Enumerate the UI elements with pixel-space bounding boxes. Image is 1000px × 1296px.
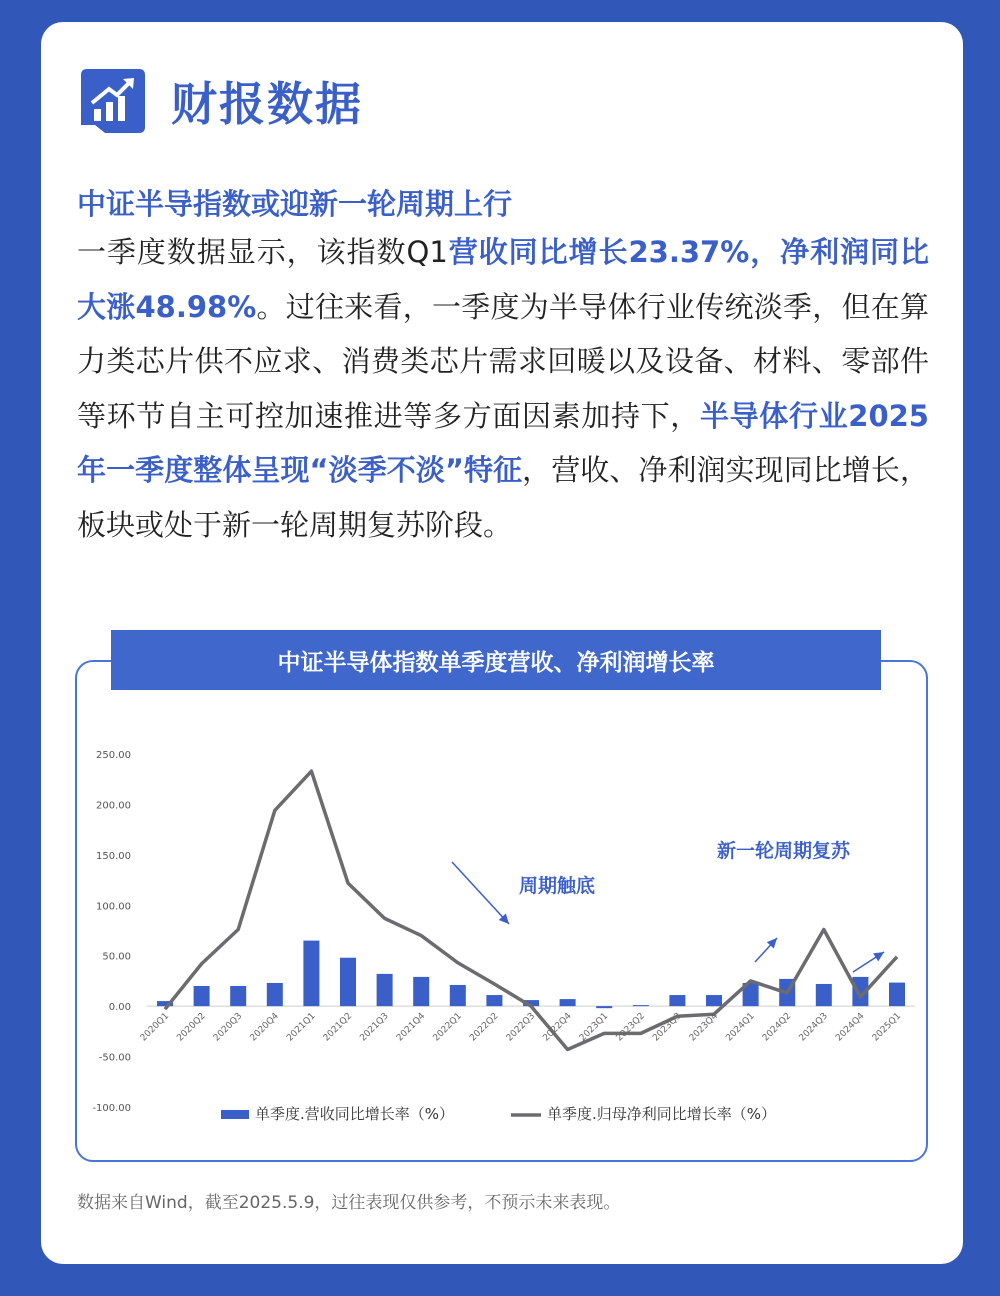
revenue-bar [267,983,283,1006]
revenue-bar [413,977,429,1006]
body-text-3: ，营收、净利润实现同比增长，板块或处于新一轮周期复苏阶段。 [77,453,929,542]
legend-profit-label: 单季度.归母净利同比增长率（%） [547,1105,777,1123]
x-tick-label: 2024Q3 [797,1011,830,1044]
x-tick-label: 2021Q1 [285,1011,318,1044]
x-tick-label: 2024Q1 [724,1011,757,1044]
revenue-bar [706,995,722,1006]
net-profit-line [165,771,897,1049]
revenue-bar [450,985,466,1006]
x-tick-label: 2021Q3 [358,1011,391,1044]
revenue-bar [230,986,246,1006]
section-subtitle: 中证半导指数或迎新一轮周期上行 [77,187,513,221]
x-tick-label: 2021Q2 [321,1011,355,1044]
x-tick-label: 2021Q4 [394,1011,428,1044]
chart-frame [75,660,928,1162]
x-tick-label: 2022Q2 [468,1011,501,1044]
annotation-new-cycle: 新一轮周期复苏 [717,840,851,862]
page-title: 财报数据 [171,77,363,131]
y-tick-label: -50.00 [98,1052,131,1064]
x-tick-label: 2020Q4 [248,1011,281,1044]
y-tick-label: -100.00 [92,1103,131,1114]
up-arrow-right-head [873,952,884,961]
x-tick-label: 2023Q2 [614,1011,647,1044]
x-tick-label: 2020Q2 [175,1011,208,1044]
revenue-bar [340,958,356,1006]
revenue-bar [596,1006,612,1008]
y-tick-label: 100.00 [96,901,131,913]
revenue-bar [303,941,319,1007]
legend-bar-swatch [221,1110,249,1119]
revenue-bar [669,995,685,1006]
x-tick-label: 2020Q1 [138,1011,172,1044]
growth-rate-chart [77,662,926,1160]
x-tick-label: 2024Q4 [834,1011,867,1044]
content-card [41,22,963,1264]
y-tick-label: 0.00 [108,1002,131,1014]
x-tick-label: 2023Q1 [577,1011,611,1044]
y-tick-label: 200.00 [96,800,131,812]
x-tick-label: 2022Q4 [541,1011,574,1044]
body-paragraph [77,225,929,552]
y-tick-label: 50.00 [102,951,131,963]
body-highlight-2: 半导体行业2025年一季度整体呈现“淡季不淡”特征 [77,398,929,487]
revenue-bar [486,995,502,1006]
x-tick-label: 2024Q2 [760,1011,794,1044]
x-tick-label: 2023Q3 [651,1011,684,1044]
revenue-bar [560,999,576,1006]
x-tick-label: 2023Q4 [687,1011,721,1044]
down-arrow-shaft [452,862,509,924]
body-text-1: 一季度数据显示，该指数Q1 [77,235,448,269]
chart-title: 中证半导体指数单季度营收、净利润增长率 [111,630,881,690]
y-tick-label: 250.00 [96,750,131,761]
annotation-cycle-bottom: 周期触底 [519,875,596,897]
revenue-bar [889,983,905,1007]
revenue-bar [377,974,393,1006]
revenue-bar [816,984,832,1006]
x-tick-label: 2025Q1 [870,1011,904,1044]
y-tick-label: 150.00 [96,850,131,862]
body-highlight-1: 营收同比增长23.37%，净利润同比大涨48.98% [77,235,929,324]
body-text-2: 。过往来看，一季度为半导体行业传统淡季，但在算力类芯片供不应求、消费类芯片需求回暖以及设备、材料、零部件等环节自主可控加速推进等多方面因素加持下， [77,289,929,433]
revenue-bar [633,1005,649,1006]
x-tick-label: 2022Q3 [504,1011,538,1044]
header [77,66,363,136]
x-tick-label: 2022Q1 [431,1011,464,1044]
growth-chart-icon [77,65,149,137]
legend-revenue-label: 单季度.营收同比增长率（%） [255,1105,455,1123]
x-tick-label: 2020Q3 [211,1011,245,1044]
revenue-bar [194,986,210,1006]
footnote: 数据来自Wind，截至2025.5.9，过往表现仅供参考，不预示未来表现。 [77,1193,621,1213]
